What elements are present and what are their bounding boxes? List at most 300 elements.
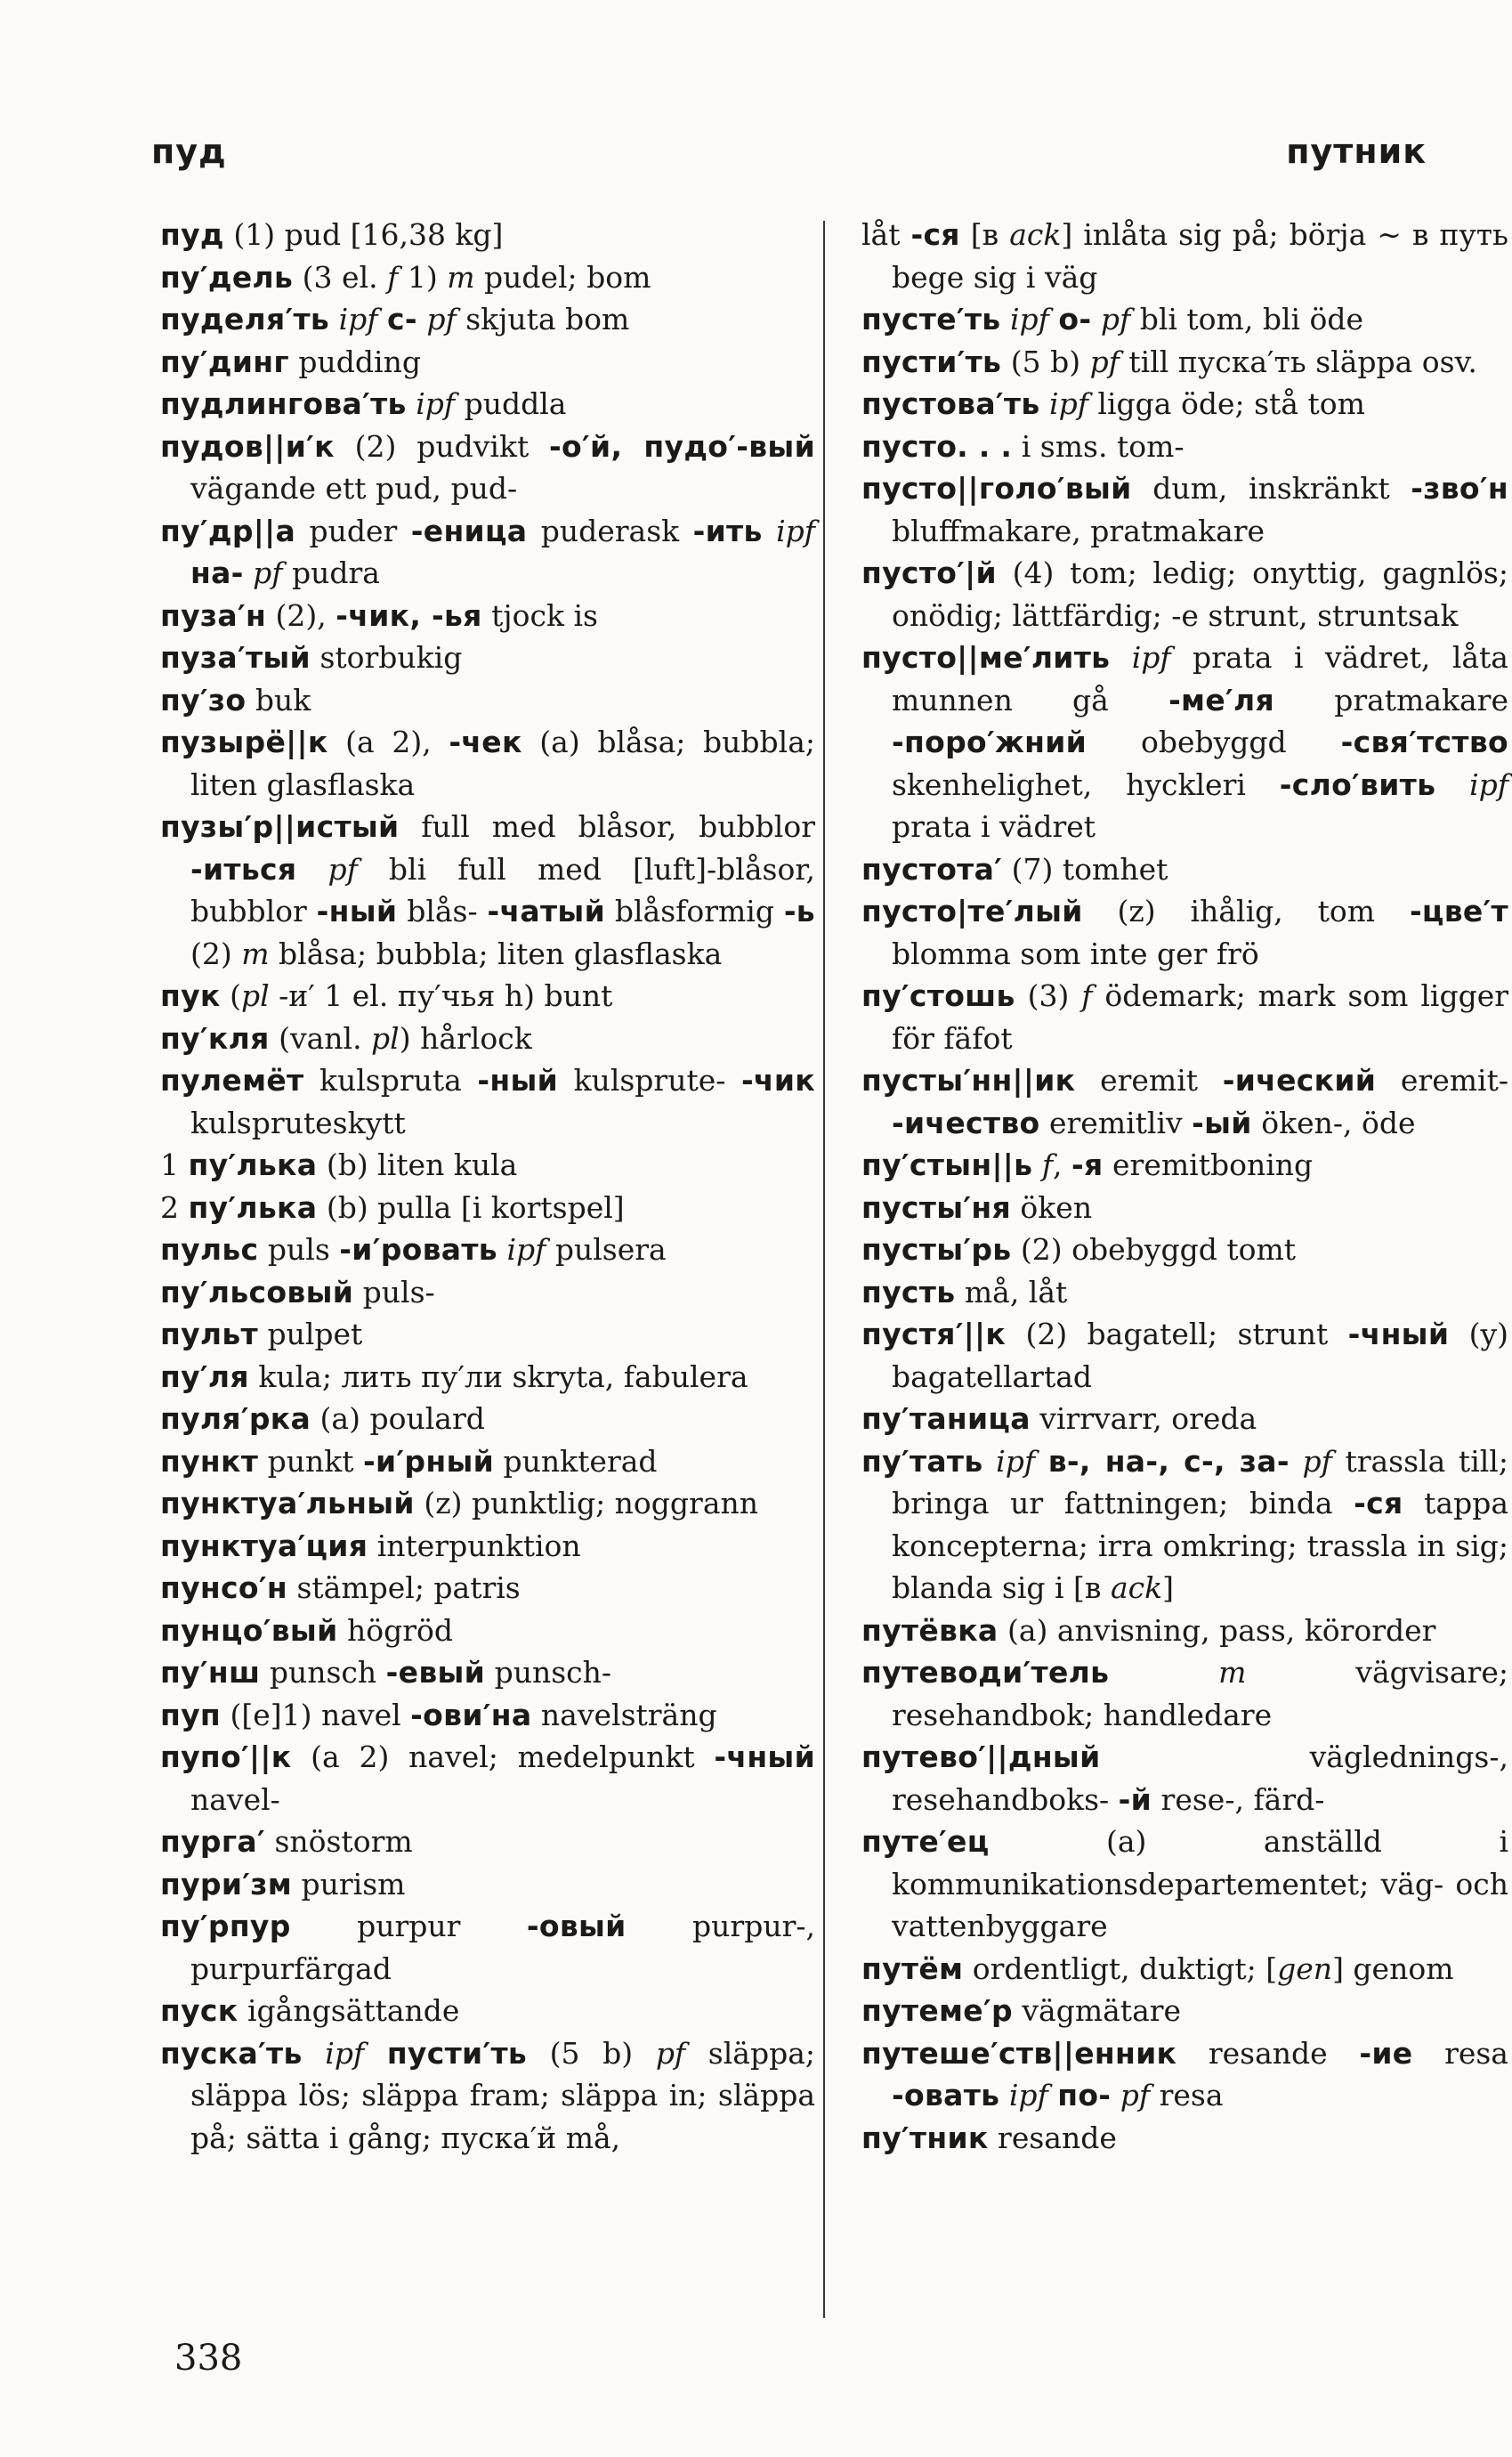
dictionary-entry — [160, 1398, 815, 1440]
definition-text: navel- — [190, 1781, 280, 1817]
headword: -ь — [783, 894, 815, 928]
definition-text: stämpel; patris — [287, 1570, 521, 1605]
dictionary-entry — [160, 1736, 815, 1820]
headword: пунцо′вый — [160, 1612, 338, 1648]
grammar-label: ipf — [416, 386, 456, 421]
headword: -и′ровать — [339, 1232, 497, 1267]
headword: -ся — [910, 217, 960, 252]
definition-text — [1109, 1655, 1218, 1690]
definition-text: tappa koncepterna; irra omkring; trassla in sig; blanda sig i [в — [892, 1486, 1508, 1605]
dictionary-entry — [160, 214, 815, 256]
grammar-label: f — [1081, 978, 1093, 1013]
grammar-label: ipf — [1008, 2078, 1048, 2112]
headword: пу′рпур — [160, 1909, 291, 1943]
headword: -чный — [714, 1739, 815, 1774]
definition-text: (5 b) — [1001, 344, 1090, 379]
definition-text: eremitliv — [1039, 1105, 1193, 1140]
definition-text: högröd — [337, 1612, 454, 1648]
definition-text: ordentligt, duktigt; [ — [963, 1950, 1278, 1986]
dictionary-entry — [160, 1228, 815, 1271]
grammar-label: ipf — [1009, 302, 1049, 337]
headword: пусть — [861, 1274, 956, 1310]
dictionary-entry — [861, 890, 1508, 975]
headword: путе′ец — [861, 1824, 990, 1859]
definition-text — [763, 514, 776, 548]
definition-text: punsch- — [485, 1655, 612, 1690]
headword: -ичество — [892, 1105, 1040, 1140]
grammar-label: ipf — [325, 2035, 365, 2071]
definition-text: resande — [1176, 2035, 1360, 2071]
definition-text: (7) tomhet — [1002, 851, 1168, 887]
definition-text: purpur-, purpurfärgad — [190, 1909, 815, 1986]
dictionary-entry — [861, 1398, 1508, 1440]
definition-text: puddla — [455, 386, 567, 421]
dictionary-entry — [861, 975, 1508, 1059]
definition-text: snöstorm — [264, 1824, 413, 1859]
grammar-label: ipf — [1131, 640, 1171, 675]
definition-text: -и′ 1 el. пу′чья h) bunt — [269, 978, 613, 1013]
dictionary-entry — [861, 848, 1508, 891]
definition-text: tjock is — [481, 597, 598, 633]
definition-text — [417, 302, 427, 337]
dictionary-entry — [160, 1313, 815, 1356]
definition-text: pratmakare — [1273, 682, 1508, 718]
dictionary-entry — [861, 2117, 1508, 2160]
dictionary-entry — [160, 426, 815, 510]
definition-text: purism — [292, 1866, 406, 1902]
headword: -ме′ля — [1168, 682, 1274, 718]
headword: -й — [1118, 1781, 1152, 1817]
dictionary-entry — [160, 975, 815, 1018]
definition-text: (a) poulard — [311, 1401, 485, 1436]
headword: пу′зо — [160, 682, 247, 718]
definition-text: eremit- — [1376, 1063, 1508, 1098]
definition-text — [244, 555, 254, 590]
headword: пунктуа′льный — [160, 1486, 415, 1520]
headword: пу′лька — [188, 1189, 318, 1225]
headword: пу′льсовый — [160, 1274, 354, 1310]
dictionary-entry — [160, 1525, 815, 1568]
headword: -еница — [410, 513, 528, 548]
grammar-label: ack — [1111, 1570, 1163, 1605]
dictionary-entry — [160, 1990, 815, 2032]
dictionary-entry — [160, 1271, 815, 1314]
dictionary-entry — [861, 1610, 1508, 1652]
headword: -овать — [892, 2078, 1000, 2112]
dictionary-entry — [861, 1228, 1508, 1271]
headword: путеше′ств||енник — [861, 2035, 1177, 2071]
definition-text: blås- — [397, 894, 488, 928]
definition-text: (3 el. — [293, 259, 388, 295]
headword: -цве′т — [1409, 894, 1508, 928]
grammar-label: f — [1041, 1147, 1054, 1182]
headword: пу′др||а — [160, 513, 296, 548]
definition-text: trassla till; bringa ur fattningen; binda — [892, 1443, 1508, 1520]
definition-text: puderask — [527, 513, 693, 548]
grammar-label: f — [387, 259, 399, 295]
headword: -поро′жний — [892, 725, 1088, 759]
headword: пупо′||к — [160, 1739, 292, 1774]
definition-text: må, låt — [955, 1274, 1068, 1310]
dictionary-entry — [861, 467, 1508, 552]
dictionary-entry — [160, 595, 815, 637]
definition-text — [1091, 302, 1101, 337]
dictionary-entry — [160, 637, 815, 679]
headword: пуска′ть — [160, 2035, 303, 2071]
definition-text: öken — [1010, 1189, 1093, 1225]
definition-text: (5 b) — [527, 2035, 656, 2071]
definition-text: ödemark; mark som ligger för fäfot — [892, 978, 1508, 1056]
headword: пульт — [160, 1317, 258, 1351]
definition-text: punsch — [260, 1655, 386, 1690]
column-divider — [823, 221, 825, 2318]
headword: пу′лька — [188, 1147, 318, 1182]
headword: в-, на-, с-, за- — [1047, 1443, 1290, 1479]
right-column — [861, 214, 1508, 2159]
headword: пу′тать — [861, 1443, 983, 1479]
dictionary-entry — [861, 1948, 1508, 1991]
dictionary-entry — [160, 806, 815, 975]
dictionary-entry — [861, 383, 1508, 426]
headword: -и′рный — [363, 1443, 495, 1479]
dictionary-entry — [160, 1187, 815, 1229]
grammar-label: pf — [655, 2035, 686, 2071]
headword: пу′таница — [861, 1401, 1031, 1436]
definition-text — [378, 302, 388, 337]
dictionary-entry — [861, 214, 1508, 298]
definition-text: (2), — [266, 597, 336, 633]
definition-text: (z) punktlig; noggrann — [414, 1486, 758, 1520]
dictionary-entry — [861, 1144, 1508, 1187]
definition-text: puls- — [353, 1274, 435, 1310]
dictionary-entry — [160, 1482, 815, 1525]
definition-text: kulspruteskytt — [190, 1105, 406, 1140]
headword: путёвка — [861, 1612, 999, 1648]
definition-text: ] — [1162, 1570, 1175, 1605]
definition-text: 1 — [160, 1147, 189, 1182]
definition-text: ] inlåta sig på; börja ∼ в путь bege sig i väg — [892, 217, 1509, 295]
headword: -ический — [1222, 1063, 1377, 1098]
grammar-label: pf — [327, 851, 358, 887]
headword: -чик — [740, 1063, 816, 1098]
grammar-label: pl — [371, 1020, 400, 1056]
headword: путём — [861, 1950, 964, 1986]
headword: -овый — [526, 1909, 627, 1943]
definition-text: pudding — [288, 344, 421, 379]
headword: пу′кля — [160, 1020, 270, 1056]
definition-text: prata i vädret — [892, 809, 1096, 844]
definition-text: (2) — [190, 936, 242, 971]
dictionary-entry — [861, 2032, 1508, 2117]
dictionary-entry — [861, 426, 1508, 468]
definition-text: resa — [1412, 2035, 1508, 2071]
dictionary-entry — [160, 1694, 815, 1737]
dictionary-entry — [160, 721, 815, 806]
definition-text: (a 2), — [327, 725, 449, 759]
definition-text: vägande ett pud, pud- — [190, 471, 518, 506]
definition-text — [983, 1444, 997, 1479]
headword: пустота′ — [861, 851, 1003, 887]
headword: пу′стын||ь — [861, 1147, 1033, 1182]
headword: -ся — [1354, 1486, 1403, 1520]
definition-text: släppa; släppa lös; släppa fram; släppa in; släppa på; sätta i gång; пуска′й må, — [190, 2035, 815, 2155]
definition-text: (a) blåsa; bubbla; liten glasflaska — [190, 725, 815, 802]
headword: пусто. . . — [861, 428, 1013, 464]
definition-text: ([e]1) navel — [221, 1697, 411, 1732]
headword: пусто||голо′вый — [861, 471, 1132, 506]
headword: пудов||и′к — [160, 428, 335, 464]
headword: пу′динг — [160, 344, 289, 379]
headword: с- — [387, 302, 417, 337]
headword: пу′нш — [160, 1655, 261, 1690]
headword: пунктуа′ция — [160, 1528, 368, 1563]
definition-text: [в — [959, 217, 1010, 252]
headword: -чек — [449, 725, 522, 759]
definition-text: eremitboning — [1103, 1147, 1314, 1182]
definition-text: öken-, öde — [1251, 1105, 1416, 1140]
definition-text: vägvisare; resehandbok; handledare — [892, 1655, 1508, 1732]
definition-text: (2) pudvikt — [334, 428, 550, 464]
headword: о- — [1058, 302, 1092, 337]
dictionary-entry — [861, 637, 1508, 848]
dictionary-entry — [160, 2032, 815, 2160]
headword: пуп — [160, 1697, 222, 1732]
definition-text: (vanl. — [269, 1020, 372, 1056]
definition-text: prata i vädret, låta munnen gå — [892, 640, 1508, 718]
definition-text: storbukig — [310, 640, 463, 675]
definition-text: interpunktion — [368, 1528, 581, 1563]
dictionary-entry — [861, 1736, 1508, 1820]
dictionary-entry — [160, 341, 815, 384]
headword: пуск — [160, 1993, 239, 2028]
definition-text — [1040, 386, 1050, 421]
definition-text: (4) tom; ledig; onyttig, gagnlös; onödig; lättfärdig; -е strunt, struntsak — [892, 555, 1508, 633]
grammar-label: pf — [426, 302, 457, 337]
grammar-label: ack — [1009, 217, 1062, 252]
dictionary-entry — [160, 383, 815, 426]
running-head-right: путник — [1286, 132, 1427, 171]
definition-text: ligga öde; stå tom — [1088, 386, 1365, 421]
dictionary-entry — [160, 1059, 815, 1144]
definition-text: (1) pud [16,38 kg] — [223, 217, 504, 252]
definition-text: i sms. tom- — [1012, 428, 1185, 464]
grammar-label: ipf — [338, 302, 378, 337]
headword: пусти′ть — [861, 344, 1002, 379]
headword: -ить — [692, 513, 763, 548]
dictionary-entry — [861, 1440, 1508, 1610]
headword: пулемёт — [160, 1063, 304, 1098]
grammar-label: pf — [253, 555, 283, 590]
headword: пу′дель — [160, 259, 294, 295]
headword: пусти′ть — [386, 2035, 528, 2071]
definition-text — [303, 2036, 326, 2071]
definition-text: vägmätare — [1012, 1993, 1182, 2028]
definition-text: (a) anvisning, pass, körorder — [998, 1612, 1436, 1648]
definition-text — [1000, 302, 1010, 337]
grammar-label: ipf — [776, 513, 815, 548]
definition-text — [1290, 1444, 1303, 1479]
definition-text: 2 — [160, 1189, 189, 1225]
dictionary-entry — [861, 1651, 1508, 1736]
headword: пу′тник — [861, 2120, 989, 2155]
definition-text: kula; лить пу′ли skryta, fabulera — [248, 1358, 748, 1394]
dictionary-entry — [861, 1271, 1508, 1314]
dictionary-entry — [861, 552, 1508, 637]
headword: пусты′рь — [861, 1232, 1012, 1267]
definition-text: puder — [295, 513, 411, 548]
headword: путево′||дный — [861, 1739, 1101, 1774]
headword: пусто′|й — [861, 555, 997, 590]
definition-text: pulsera — [546, 1232, 667, 1267]
grammar-label: gen — [1277, 1950, 1333, 1986]
definition-text — [329, 302, 339, 337]
headword: -евый — [385, 1655, 486, 1690]
dictionary-entry — [160, 1018, 815, 1060]
definition-text — [296, 852, 327, 887]
headword: пусты′нн||ик — [861, 1063, 1076, 1098]
headword: пусто||ме′лить — [861, 640, 1111, 675]
headword: -ый — [1192, 1105, 1252, 1140]
headword: пурга′ — [160, 1824, 265, 1859]
dictionary-entry — [160, 1905, 815, 1990]
headword: пузы′р||истый — [160, 809, 400, 844]
definition-text: (2) obebyggd tomt — [1011, 1232, 1296, 1267]
headword: пусте′ть — [861, 302, 1001, 337]
headword: пуд — [160, 217, 224, 252]
headword: пури′зм — [160, 1866, 293, 1902]
headword: -ие — [1359, 2035, 1413, 2071]
dictionary-entry — [160, 510, 815, 595]
dictionary-entry — [160, 1863, 815, 1906]
grammar-label: pf — [1100, 302, 1131, 337]
definition-text: punkt — [258, 1443, 364, 1479]
headword: пусто|те′лый — [861, 894, 1083, 928]
definition-text: pulpet — [257, 1317, 363, 1351]
definition-text — [407, 386, 416, 421]
definition-text: bluffmakare, pratmakare — [892, 513, 1265, 548]
grammar-label: pf — [1120, 2078, 1151, 2112]
headword: путеводи′тель — [861, 1655, 1110, 1690]
definition-text: väglednings-, resehandboks- — [892, 1739, 1508, 1817]
headword: -ови′на — [410, 1697, 532, 1732]
headword: пук — [160, 978, 221, 1013]
definition-text — [999, 2078, 1009, 2112]
definition-text: resa — [1150, 2078, 1224, 2112]
definition-text: (b) pulla [i kortspel] — [317, 1189, 625, 1225]
dictionary-entry — [861, 1313, 1508, 1398]
dictionary-entry — [861, 341, 1508, 384]
definition-text: blomma som inte ger frö — [892, 936, 1259, 971]
grammar-label: m — [447, 259, 475, 295]
headword: пуля′рка — [160, 1401, 311, 1436]
headword: пуза′тый — [160, 640, 311, 675]
definition-text: igångsättande — [238, 1993, 460, 2028]
headword: пуделя′ть — [160, 302, 330, 337]
definition-text: purpur — [290, 1909, 527, 1943]
dictionary-entry — [160, 298, 815, 341]
definition-text: låt — [861, 217, 911, 252]
definition-text: ] genom — [1332, 1950, 1454, 1986]
definition-text — [1111, 2078, 1120, 2112]
definition-text: obebyggd — [1087, 725, 1341, 759]
headword: по- — [1057, 2078, 1112, 2112]
definition-text: ( — [220, 978, 241, 1013]
definition-text: (z) ihålig, tom — [1082, 894, 1410, 928]
dictionary-entry — [160, 679, 815, 722]
definition-text: (b) liten kula — [317, 1147, 518, 1182]
grammar-label: pf — [1302, 1443, 1332, 1479]
headword: -ный — [316, 894, 398, 928]
definition-text: dum, inskränkt — [1131, 471, 1411, 506]
headword: -зво′н — [1411, 471, 1508, 506]
headword: пустя′||к — [861, 1317, 1007, 1351]
running-head-left: пуд — [151, 132, 227, 171]
left-column — [160, 214, 815, 2159]
headword: пу′стошь — [861, 978, 1015, 1013]
dictionary-entry — [160, 1567, 815, 1610]
headword: пуза′н — [160, 597, 267, 633]
grammar-label: ipf — [506, 1232, 546, 1267]
definition-text: resande — [988, 2120, 1117, 2155]
definition-text: kulsprute- — [558, 1063, 741, 1098]
grammar-label: pl — [240, 978, 270, 1013]
headword: -я — [1071, 1147, 1104, 1182]
headword: -чный — [1347, 1317, 1450, 1351]
definition-text: bli tom, bli öde — [1130, 302, 1364, 337]
dictionary-entry — [861, 1059, 1508, 1144]
definition-text — [1048, 2078, 1058, 2112]
dictionary-entry — [160, 1144, 815, 1187]
definition-text: rese-, färd- — [1152, 1781, 1325, 1817]
headword: пунсо′н — [160, 1570, 287, 1605]
definition-text — [1110, 640, 1131, 675]
definition-text: 1) — [398, 259, 448, 295]
headword: -иться — [190, 851, 297, 887]
grammar-label: ipf — [1049, 386, 1088, 421]
definition-text: navelsträng — [531, 1697, 717, 1732]
definition-text — [497, 1232, 507, 1267]
definition-text — [1032, 1147, 1042, 1182]
headword: -свя′тство — [1340, 725, 1508, 759]
dictionary-entry — [160, 1820, 815, 1863]
headword: пункт — [160, 1443, 259, 1479]
headword: пустова′ть — [861, 386, 1040, 421]
dictionary-entry — [160, 1356, 815, 1399]
dictionary-entry — [861, 298, 1508, 341]
grammar-label: m — [1218, 1655, 1247, 1690]
headword: -о′й, пудо′-вый — [549, 428, 815, 464]
definition-text: skenhelighet, hyckleri — [892, 766, 1280, 802]
definition-text: blåsa; bubbla; liten glasflaska — [269, 936, 723, 971]
definition-text: (a 2) navel; medelpunkt — [291, 1739, 715, 1774]
definition-text — [1049, 302, 1059, 337]
grammar-label: ipf — [996, 1443, 1036, 1479]
dictionary-entry — [160, 256, 815, 299]
dictionary-entry — [861, 1990, 1508, 2032]
definition-text — [1035, 1444, 1048, 1479]
headword: пу′ля — [160, 1358, 249, 1394]
definition-text: (a) anställd i kommunikationsdepartementet; väg- och vattenbyggare — [892, 1824, 1508, 1943]
definition-text: ) hårlock — [399, 1020, 532, 1056]
dictionary-entry — [160, 1440, 815, 1483]
definition-text: (2) bagatell; strunt — [1006, 1317, 1348, 1351]
grammar-label: pf — [1089, 344, 1120, 379]
headword: -чатый — [487, 894, 605, 928]
dictionary-entry — [861, 1187, 1508, 1229]
definition-text: pudel; bom — [474, 259, 651, 295]
definition-text — [1435, 767, 1469, 802]
headword: пульс — [160, 1232, 259, 1267]
